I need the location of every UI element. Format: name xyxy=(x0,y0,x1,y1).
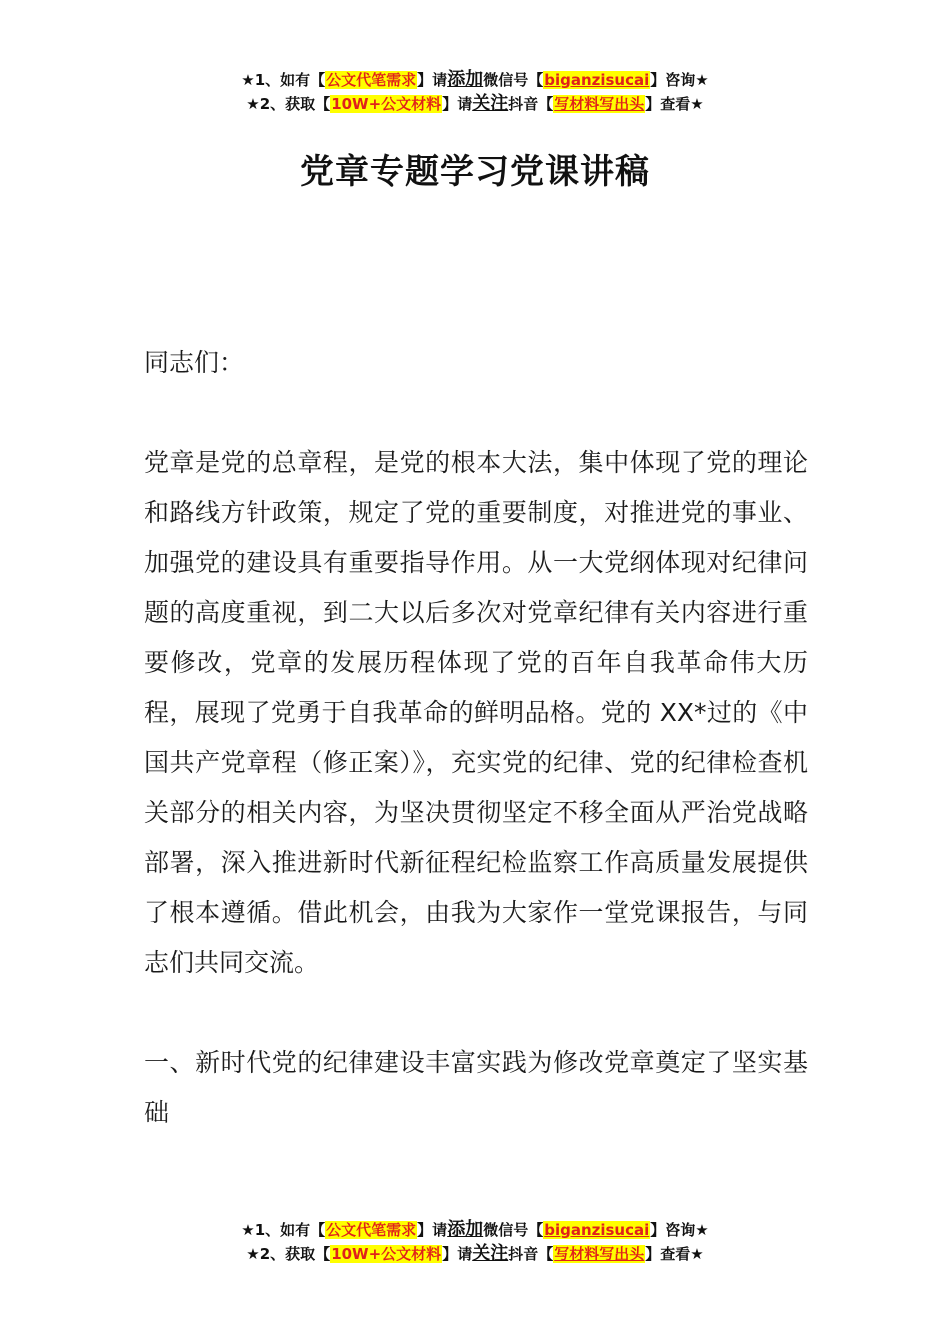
ad-douyin-account[interactable]: 写材料写出头 xyxy=(554,95,645,113)
ad-text: ★1、如有【 xyxy=(241,1221,326,1239)
ad-highlight-ghostwriting: 公文代笔需求 xyxy=(326,71,417,89)
header-ad-line-1 xyxy=(0,68,950,92)
header-ad-line-2 xyxy=(0,92,950,116)
ad-text: ★2、获取【 xyxy=(246,95,331,113)
footer-ad-line-1 xyxy=(0,1218,950,1242)
ad-text: 】查看★ xyxy=(645,1245,704,1263)
footer-ad-line-2 xyxy=(0,1242,950,1266)
ad-text: ★2、获取【 xyxy=(246,1245,331,1263)
ad-wechat-id[interactable]: biganzisucai xyxy=(544,71,650,89)
ad-text: ★1、如有【 xyxy=(241,71,326,89)
greeting: 同志们： xyxy=(144,348,245,377)
ad-text: 】查看★ xyxy=(645,95,704,113)
ad-highlight-ghostwriting: 公文代笔需求 xyxy=(326,1221,417,1239)
ad-emphasis-add: 添加 xyxy=(447,1219,484,1240)
header-ad xyxy=(0,68,950,116)
ad-text: 】请 xyxy=(417,71,448,89)
document-body xyxy=(144,338,808,1188)
ad-emphasis-add: 添加 xyxy=(447,69,484,90)
ad-douyin-account[interactable]: 写材料写出头 xyxy=(554,1245,645,1263)
section-heading-1: 一、新时代党的纪律建设丰富实践为修改党章奠定了坚实基础 xyxy=(144,1048,808,1127)
ad-text: 】请 xyxy=(442,1245,473,1263)
paragraph-intro: 党章是党的总章程，是党的根本大法，集中体现了党的理论和路线方针政策，规定了党的重要制度，对推进党的事业、加强党的建设具有重要指导作用。从一大党纲体现对纪律问题的高度重视，到二大以后多次对党章纪律有关内容进行重要修改，党章的发展历程体现了党的百年自我革命伟大历程，展现了党勇于自我革命的鲜明品格。党的 XX*过的《中国共产党章程（修正案）》，充实党的纪律、党的纪律检查机关部分的相关内容，为坚决贯彻坚定不移全面从严治党战略部署，深入推进新时代新征程纪检监察工作高质量发展提供了根本遵循。借此机会，由我为大家作一堂党课报告，与同志们共同交流。 xyxy=(144,448,808,977)
ad-emphasis-follow: 关注 xyxy=(472,93,509,114)
ad-text: 抖音【 xyxy=(508,1245,554,1263)
footer-ad xyxy=(0,1218,950,1266)
ad-highlight-materials: 10W+公文材料 xyxy=(331,1245,442,1263)
ad-text: 】请 xyxy=(417,1221,448,1239)
ad-emphasis-follow: 关注 xyxy=(472,1243,509,1264)
ad-wechat-id[interactable]: biganzisucai xyxy=(544,1221,650,1239)
ad-highlight-materials: 10W+公文材料 xyxy=(331,95,442,113)
ad-text: 】咨询★ xyxy=(650,1221,709,1239)
ad-text: 抖音【 xyxy=(508,95,554,113)
ad-text: 微信号【 xyxy=(483,71,544,89)
ad-text: 】咨询★ xyxy=(650,71,709,89)
ad-text: 】请 xyxy=(442,95,473,113)
document-title: 党章专题学习党课讲稿 xyxy=(300,152,650,192)
ad-text: 微信号【 xyxy=(483,1221,544,1239)
